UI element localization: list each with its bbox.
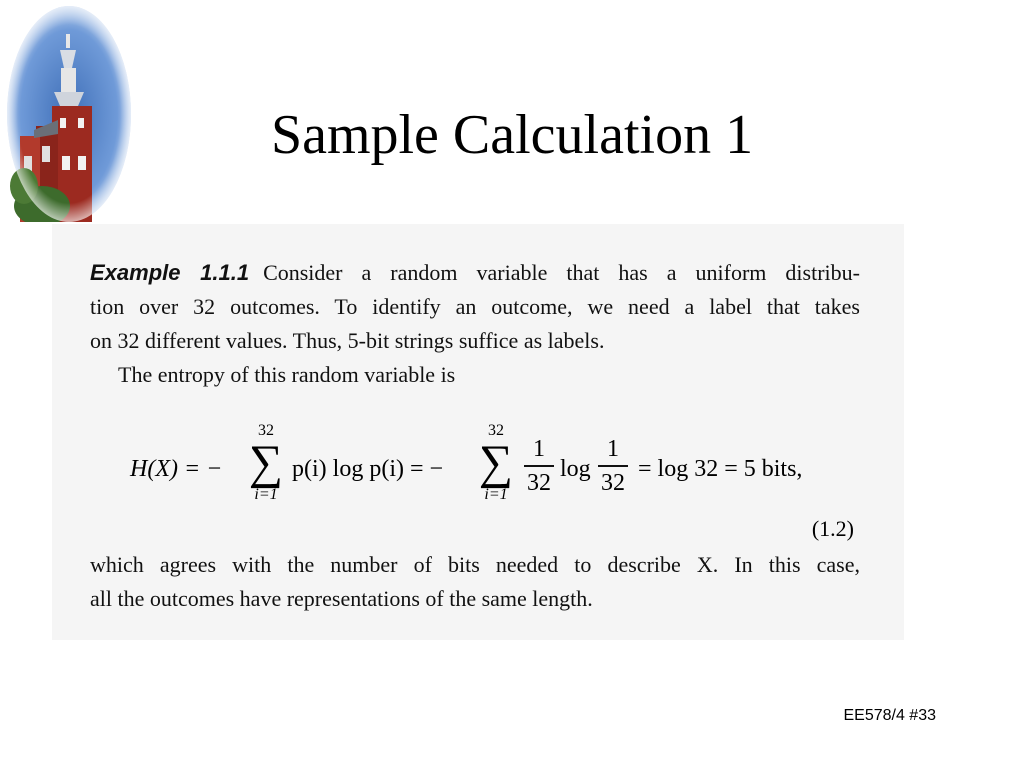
sigma-icon-2: ∑ [478,436,514,489]
fraction-1-denominator: 32 [527,470,551,496]
example-paragraph-3-line-1: which agrees with the number of bits needed to describe X. In this case, [90,552,860,577]
example-paragraph-2: The entropy of this random variable is [118,362,456,387]
slide-title-text: Sample Calculation 1 [270,104,754,166]
slide-footer: EE578/4 #33 [843,707,936,724]
example-paragraph-3-line-2: all the outcomes have representations of the same length. [90,586,593,611]
example-paragraph-1-line-3: on 32 different values. Thus, 5-bit strings suffice as labels. [90,328,605,353]
fraction-2-bar [598,465,628,467]
summation-1 [244,422,288,504]
summation-2-lower: i=1 [484,486,508,503]
entropy-equation [130,422,830,522]
summation-2-upper: 32 [488,422,504,439]
sigma-icon: ∑ [248,436,284,489]
equation-rhs: = log 32 = 5 bits, [638,456,803,482]
equation-number: (1.2) [811,516,854,541]
summation-2 [474,422,518,504]
example-paragraph-1-line-2: tion over 32 outcomes. To identify an outcome, we need a label that takes [90,294,860,319]
fraction-1-numerator: 1 [533,436,545,462]
fraction-2 [596,434,630,498]
summation-1-upper: 32 [258,422,274,439]
example-text-1: Consider a random variable that has a uniform distribu- [263,260,860,285]
equation-term-1: p(i) log p(i) = − [292,456,444,482]
slide-title [0,100,1024,170]
example-excerpt-panel [52,224,904,640]
equation-log: log [560,456,591,482]
equation-lhs: H(X) = − [130,456,223,482]
example-paragraph-1-line-1 [90,256,860,290]
example-label: Example 1.1.1 [90,260,250,285]
fraction-1-bar [524,465,554,467]
fraction-2-numerator: 1 [607,436,619,462]
fraction-1 [522,434,556,498]
summation-1-lower: i=1 [254,486,278,503]
fraction-2-denominator: 32 [601,470,625,496]
